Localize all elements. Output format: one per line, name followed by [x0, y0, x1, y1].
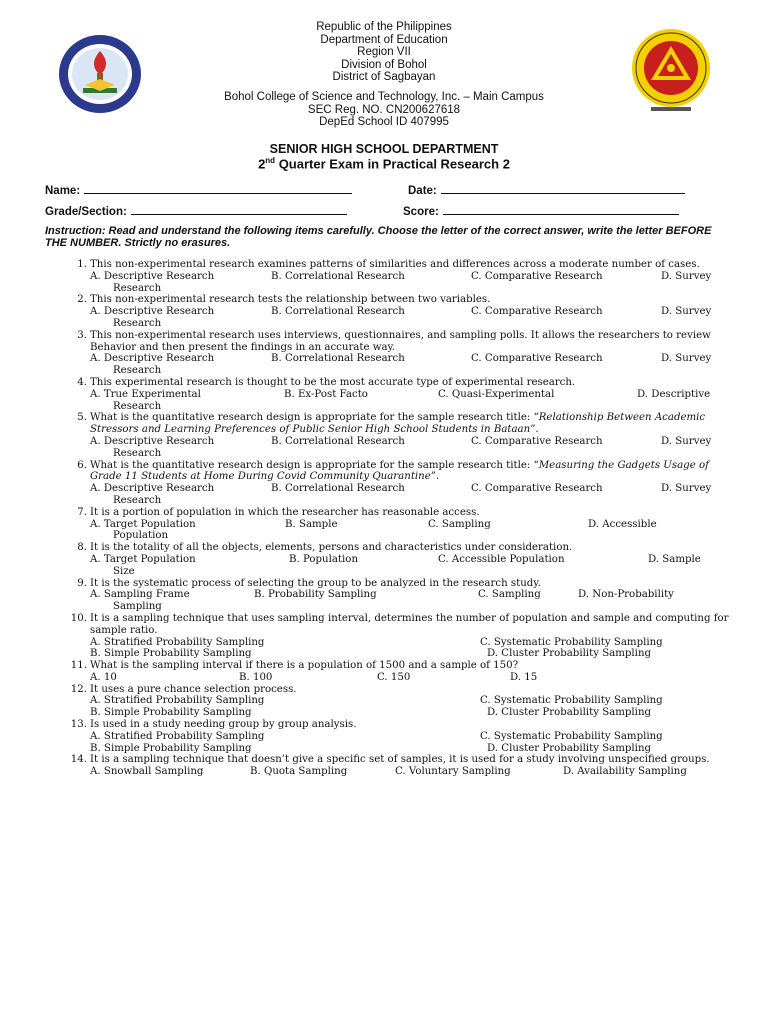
option-a[interactable]: A. Stratified Probability Sampling	[90, 636, 265, 648]
school-id: DepEd School ID 407995	[319, 116, 449, 128]
option-a-continued: Population	[113, 530, 169, 542]
option-a[interactable]: A. Stratified Probability Sampling	[90, 695, 265, 707]
question-number: 8.	[77, 542, 87, 554]
header-line: Republic of the Philippines	[316, 21, 452, 33]
option-a[interactable]: A. Target Population	[90, 553, 196, 565]
option-a[interactable]	[90, 589, 190, 613]
sec-reg: SEC Reg. NO. CN200627618	[307, 103, 461, 116]
option-d[interactable]: D. Availability Sampling	[563, 766, 687, 778]
question-number: 2.	[77, 294, 87, 306]
question-stem-end: ”.	[430, 471, 440, 483]
question-item	[45, 460, 735, 507]
option-d-text: D. Descriptive	[637, 388, 711, 400]
option-a[interactable]: A. 10	[90, 671, 117, 683]
question-stem-continued: Behavior and then present the findings in an accurate way.	[90, 341, 396, 353]
option-a-continued: Sampling	[113, 601, 162, 613]
question-item	[45, 542, 735, 577]
option-c[interactable]: C. Comparative Research	[471, 306, 603, 318]
question-item	[45, 412, 735, 459]
question-number: 4.	[77, 376, 87, 388]
option-a[interactable]	[90, 483, 214, 507]
score-label: Score:	[403, 206, 439, 218]
option-d[interactable]: D. Survey	[661, 270, 712, 282]
option-b[interactable]: B. Population	[289, 553, 358, 565]
option-c[interactable]: C. Accessible Population	[438, 553, 565, 565]
option-b[interactable]: B. Ex-Post Facto	[284, 388, 368, 400]
question-number: 3.	[77, 329, 87, 341]
option-d-text: D. Sample	[648, 553, 701, 565]
header-line: Division of Bohol	[341, 58, 427, 71]
answer-options	[90, 483, 735, 507]
option-d[interactable]: D. Survey	[661, 435, 712, 447]
question-stem: This experimental research is thought to be the most accurate type of experimental research.	[90, 376, 576, 388]
name-field[interactable]	[45, 183, 352, 197]
option-d[interactable]: D. Cluster Probability Sampling	[487, 648, 652, 660]
answer-options	[90, 436, 735, 460]
option-c[interactable]: C. 150	[377, 671, 411, 683]
option-b[interactable]: B. Correlational Research	[271, 435, 405, 447]
option-c[interactable]: C. Systematic Probability Sampling	[480, 730, 663, 742]
option-a-continued: Research	[113, 400, 162, 412]
option-d-text: D. Accessible	[588, 518, 657, 530]
question-item	[45, 660, 735, 684]
option-d[interactable]: D. Survey	[661, 306, 712, 318]
option-b[interactable]: B. Quota Sampling	[250, 766, 348, 778]
question-number: 11.	[70, 660, 87, 672]
option-a[interactable]	[90, 353, 214, 377]
question-item	[45, 507, 735, 542]
option-c[interactable]: C. Systematic Probability Sampling	[480, 636, 663, 648]
grade-section-field[interactable]	[45, 204, 347, 218]
option-b[interactable]: B. Simple Probability Sampling	[90, 742, 252, 754]
option-a[interactable]: A. True Experimental	[90, 388, 201, 400]
research-title: Relationship Between Academic Stressors and Learning Preferences of Public Senior High School Students in Bataan	[90, 412, 706, 436]
question-stem: It is a sampling technique that uses sampling interval, determines the number of population and sample and computing for sample ratio.	[90, 612, 729, 636]
question-stem-end: ”.	[530, 424, 539, 436]
option-b[interactable]: B. Correlational Research	[271, 270, 405, 282]
question-number: 6.	[77, 459, 87, 471]
option-a[interactable]: A. Stratified Probability Sampling	[90, 730, 265, 742]
question-list	[45, 259, 735, 778]
option-a[interactable]: A. Target Population	[90, 518, 196, 530]
option-a[interactable]	[90, 271, 214, 295]
question-stem: It is a sampling technique that doesn’t give a specific set of samples, it is used for a study involving unspecified groups.	[90, 754, 710, 766]
school-header	[0, 91, 768, 129]
score-line[interactable]	[443, 204, 679, 215]
question-stem: It uses a pure chance selection process.	[90, 683, 297, 695]
name-line[interactable]	[84, 183, 352, 194]
option-d[interactable]: D. 15	[510, 671, 538, 683]
question-item	[45, 613, 735, 660]
question-item	[45, 259, 735, 294]
answer-options	[90, 271, 735, 295]
school-name: Bohol College of Science and Technology, Inc. – Main Campus	[224, 91, 544, 103]
question-stem: This non-experimental research tests the relationship between two variables.	[90, 294, 491, 306]
option-c[interactable]: C. Comparative Research	[471, 483, 603, 495]
question-number: 14.	[70, 754, 87, 766]
score-field[interactable]	[403, 204, 679, 218]
option-c[interactable]: C. Comparative Research	[471, 435, 603, 447]
option-a-continued: Size	[113, 565, 135, 577]
answer-options	[90, 672, 735, 684]
answer-options	[90, 554, 735, 578]
option-c[interactable]: C. Sampling	[428, 518, 491, 530]
option-a[interactable]: A. Snowball Sampling	[90, 766, 204, 778]
question-item	[45, 578, 735, 613]
option-c[interactable]: C. Comparative Research	[471, 270, 603, 282]
question-item	[45, 330, 735, 377]
question-stem	[90, 412, 735, 436]
header-line: Department of Education	[320, 33, 448, 46]
question-item	[45, 377, 735, 412]
option-a-text: A. Sampling Frame	[90, 589, 190, 601]
exam-ordinal: 2	[258, 156, 266, 172]
question-item	[45, 684, 735, 719]
date-field[interactable]	[408, 183, 685, 197]
question-stem: It is the systematic process of selecting the group to be analyzed in the research study.	[90, 577, 541, 589]
grade-section-line[interactable]	[131, 204, 347, 215]
answer-options	[90, 637, 735, 661]
option-a-text: A. Descriptive Research	[90, 435, 215, 447]
answer-options	[90, 731, 735, 755]
government-header	[0, 21, 768, 84]
option-a[interactable]	[90, 436, 214, 460]
research-title: Measuring the Gadgets Usage of Grade 11 Students at Home During Covid Community Quarantine	[90, 459, 709, 483]
question-number: 7.	[77, 506, 87, 518]
question-number: 12.	[70, 683, 87, 695]
option-d[interactable]: D. Survey	[661, 483, 712, 495]
option-b[interactable]: B. Probability Sampling	[254, 589, 377, 601]
answer-options	[90, 519, 735, 543]
answer-options	[90, 353, 735, 377]
answer-options	[90, 766, 735, 778]
question-stem: This non-experimental research uses interviews, questionnaires, and sampling polls. It allows the researchers to review	[90, 329, 711, 341]
question-stem: It is the totality of all the objects, elements, persons and characteristics under consideration.	[90, 542, 573, 554]
answer-options	[90, 306, 735, 330]
exam-title	[0, 156, 768, 171]
date-line[interactable]	[441, 183, 685, 194]
exam-ordinal-suffix: nd	[265, 156, 276, 165]
option-b[interactable]: B. Correlational Research	[271, 353, 405, 365]
option-a-text: A. Descriptive Research	[90, 483, 215, 495]
option-a[interactable]	[90, 306, 214, 330]
name-label: Name:	[45, 185, 81, 197]
question-stem-text: What is the quantitative research design is appropriate for the sample research title: “	[90, 459, 539, 471]
option-b[interactable]: B. 100	[239, 671, 273, 683]
instruction-text: Instruction: Read and understand the following items carefully. Choose the letter of the correct answer, write the letter BEFORE THE NUMBER. Strictly no erasures.	[45, 225, 712, 249]
question-number: 9.	[77, 577, 87, 589]
question-number: 10.	[70, 612, 87, 624]
option-b[interactable]: B. Simple Probability Sampling	[90, 648, 252, 660]
option-b[interactable]: B. Simple Probability Sampling	[90, 707, 252, 719]
option-c[interactable]: C. Quasi-Experimental	[438, 388, 555, 400]
option-b[interactable]: B. Correlational Research	[271, 483, 405, 495]
option-b[interactable]: B. Sample	[285, 518, 338, 530]
option-d[interactable]: D. Survey	[661, 353, 712, 365]
question-number: 5.	[77, 412, 87, 424]
date-label: Date:	[408, 185, 437, 197]
question-number: 1.	[77, 259, 87, 270]
question-stem: Is used in a study needing group by group analysis.	[90, 719, 357, 731]
option-a-continued: Research	[113, 447, 162, 459]
header-line: Region VII	[357, 46, 411, 58]
option-c[interactable]: C. Systematic Probability Sampling	[480, 695, 663, 707]
answer-options	[90, 695, 735, 719]
grade-section-label: Grade/Section:	[45, 206, 127, 218]
answer-options	[90, 389, 735, 413]
option-a-continued: Research	[113, 365, 162, 377]
option-b[interactable]: B. Correlational Research	[271, 306, 405, 318]
question-number: 13.	[70, 719, 87, 731]
question-stem	[90, 460, 735, 484]
option-a-text: A. Descriptive Research	[90, 353, 215, 365]
option-d[interactable]: D. Non-Probability	[578, 589, 674, 601]
question-stem: It is a portion of population in which the researcher has reasonable access.	[90, 506, 480, 518]
option-a-text: A. Descriptive Research	[90, 270, 215, 282]
option-a-text: A. Descriptive Research	[90, 306, 215, 318]
question-stem: This non-experimental research examines patterns of similarities and differences across a moderate number of cases.	[90, 259, 700, 270]
answer-options	[90, 589, 735, 613]
question-item	[45, 719, 735, 754]
option-c[interactable]: C. Sampling	[478, 589, 541, 601]
option-c[interactable]: C. Voluntary Sampling	[395, 766, 511, 778]
question-stem-text: What is the quantitative research design is appropriate for the sample research title: “	[90, 412, 539, 424]
department-title: SENIOR HIGH SCHOOL DEPARTMENT	[269, 142, 499, 156]
option-a-continued: Research	[113, 282, 162, 294]
option-a-continued: Research	[113, 317, 162, 329]
option-d[interactable]: D. Cluster Probability Sampling	[487, 742, 652, 754]
option-d[interactable]: D. Cluster Probability Sampling	[487, 707, 652, 719]
question-item	[45, 754, 735, 778]
option-c[interactable]: C. Comparative Research	[471, 353, 603, 365]
question-item	[45, 294, 735, 329]
option-a-continued: Research	[113, 494, 162, 506]
exam-title-text: Quarter Exam in Practical Research 2	[275, 156, 510, 172]
header-line: District of Sagbayan	[332, 71, 436, 83]
question-stem: What is the sampling interval if there is a population of 1500 and a sample of 150?	[90, 660, 519, 672]
